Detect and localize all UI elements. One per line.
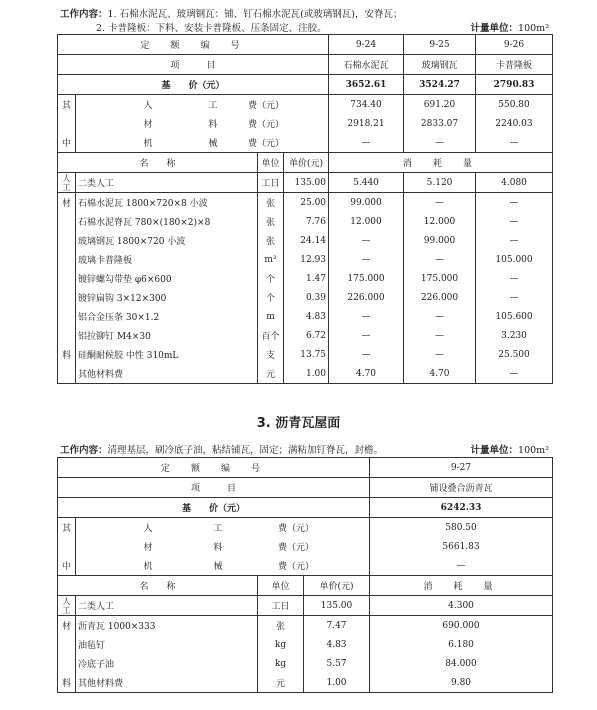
head-unit: 单位 [258, 576, 304, 596]
cost-value: 580.50 [370, 518, 553, 538]
material-spacer [58, 307, 76, 326]
measure-unit [471, 20, 549, 34]
labor-unit: 工日 [258, 596, 304, 616]
material-spacer [58, 250, 76, 269]
among-char: 中 [58, 556, 76, 576]
cost-value: 691.20 [404, 95, 476, 115]
material-unit: m² [258, 250, 284, 269]
material-value: — [476, 288, 553, 307]
material-value: 99.000 [404, 231, 476, 250]
head-price: 单价(元) [304, 576, 370, 596]
material-char: 材 [58, 616, 76, 636]
cost-c: 费（元） [248, 101, 285, 111]
material-price: 1.00 [284, 364, 329, 384]
work-content-text-1: 1. 石棉水泥瓦、玻璃钢瓦：铺、钉石棉水泥瓦(或玻璃钢瓦)，安脊瓦； [107, 9, 403, 20]
section-measure-unit [471, 442, 549, 456]
material-spacer [58, 288, 76, 307]
material-unit: kg [258, 654, 304, 673]
material-value: — [476, 364, 553, 384]
work-content-line-1 [60, 6, 403, 20]
cost-c: 费（元） [248, 139, 285, 149]
material-value: 3.230 [476, 326, 553, 345]
cost-row-machine [76, 556, 370, 576]
material-char: 料 [58, 673, 76, 693]
item-name: 铺设叠合沥青瓦 [370, 478, 553, 498]
material-value: 6.180 [370, 635, 553, 654]
quota-no-label: 定 额 编 号 [58, 35, 329, 55]
labor-name: 二类人工 [76, 596, 258, 616]
cost-row-material [76, 537, 370, 556]
quota-code: 9-27 [370, 458, 553, 478]
material-name: 玻璃卡普隆板 [76, 250, 258, 269]
measure-unit-value: 100m² [518, 23, 549, 34]
material-value: 175.000 [329, 269, 404, 288]
material-price: 0.39 [284, 288, 329, 307]
work-content-label: 工作内容： [60, 445, 108, 456]
item-label: 项 目 [58, 478, 370, 498]
among-char: 其 [58, 518, 76, 538]
material-price: 5.57 [304, 654, 370, 673]
labor-char: 人 [62, 596, 71, 606]
material-value: — [404, 307, 476, 326]
material-price: 24.14 [284, 231, 329, 250]
cost-b: 械 [213, 562, 223, 572]
among-char: 其 [58, 95, 76, 115]
material-price: 4.83 [304, 635, 370, 654]
cost-value: — [329, 133, 404, 153]
material-value: — [476, 269, 553, 288]
cost-a: 人 [143, 524, 153, 534]
labor-char: 工 [62, 605, 71, 615]
labor-value: 4.300 [370, 596, 553, 616]
material-char: 材 [58, 193, 76, 213]
material-value: — [329, 326, 404, 345]
quota-code: 9-25 [404, 35, 476, 55]
material-price: 1.47 [284, 269, 329, 288]
material-name: 玻璃钢瓦 1800×720 小波 [76, 231, 258, 250]
cost-value: — [476, 133, 553, 153]
item-name: 玻璃钢瓦 [404, 55, 476, 75]
material-value: 9.80 [370, 673, 553, 693]
material-price: 7.47 [304, 616, 370, 636]
cost-value: 550.80 [476, 95, 553, 115]
material-value: — [404, 345, 476, 364]
material-unit: m [258, 307, 284, 326]
material-name: 沥青瓦 1000×333 [76, 616, 258, 636]
base-price: 3524.27 [404, 75, 476, 95]
cost-value: — [370, 556, 553, 576]
material-value: — [476, 193, 553, 213]
base-price: 6242.33 [370, 498, 553, 518]
cost-value: 2240.03 [476, 114, 553, 133]
head-name: 名 称 [58, 153, 258, 173]
work-content-text-2: 2. 卡普隆板：下料、安装卡普隆板、压条固定、注胶。 [96, 23, 327, 34]
material-unit: 元 [258, 673, 304, 693]
labor-category [58, 173, 76, 193]
cost-c: 费（元） [278, 562, 315, 572]
material-unit: 张 [258, 193, 284, 213]
cost-value: 2833.07 [404, 114, 476, 133]
material-value: 690.000 [370, 616, 553, 636]
material-name: 冷底子油 [76, 654, 258, 673]
labor-price: 135.00 [284, 173, 329, 193]
material-value: 226.000 [329, 288, 404, 307]
work-content-line-2 [96, 20, 327, 34]
measure-unit-label: 计量单位： [470, 445, 519, 456]
cost-a: 机 [143, 139, 153, 149]
measure-unit-label: 计量单位： [470, 23, 519, 34]
cost-row-labor [76, 518, 370, 538]
cost-a: 材 [143, 120, 153, 130]
labor-category [58, 596, 76, 616]
cost-b: 工 [208, 101, 218, 111]
material-spacer [58, 326, 76, 345]
cost-value: 734.40 [329, 95, 404, 115]
cost-value: 2918.21 [329, 114, 404, 133]
cost-b: 工 [213, 524, 223, 534]
material-value: 25.500 [476, 345, 553, 364]
material-name: 硅酮耐候胶 中性 310mL [76, 345, 258, 364]
among-spacer [58, 537, 76, 556]
material-spacer [58, 654, 76, 673]
labor-name: 二类人工 [76, 173, 258, 193]
material-char: 料 [58, 345, 76, 364]
material-unit: 支 [258, 345, 284, 364]
material-price: 1.00 [304, 673, 370, 693]
head-consume: 消 耗 量 [370, 576, 553, 596]
material-spacer [58, 231, 76, 250]
material-name: 镀锌扁钩 3×12×300 [76, 288, 258, 307]
material-name: 镀锌螺勾带垫 φ6×600 [76, 269, 258, 288]
material-value: — [404, 193, 476, 213]
material-name: 铝拉铆钉 M4×30 [76, 326, 258, 345]
among-spacer [58, 114, 76, 133]
head-consume: 消 耗 量 [329, 153, 553, 173]
material-value: — [329, 250, 404, 269]
cost-row-labor [76, 95, 329, 115]
material-spacer [58, 212, 76, 231]
material-value: 12.000 [404, 212, 476, 231]
material-unit: 张 [258, 212, 284, 231]
material-value: — [404, 326, 476, 345]
cost-c: 费（元） [248, 120, 285, 130]
base-price: 2790.83 [476, 75, 553, 95]
material-spacer [58, 269, 76, 288]
labor-unit: 工日 [258, 173, 284, 193]
material-value: 175.000 [404, 269, 476, 288]
material-price: 12.93 [284, 250, 329, 269]
material-unit: 元 [258, 364, 284, 384]
cost-value: — [404, 133, 476, 153]
cost-c: 费（元） [278, 543, 315, 553]
material-name: 石棉水泥瓦 1800×720×8 小波 [76, 193, 258, 213]
material-price: 7.76 [284, 212, 329, 231]
material-spacer [58, 364, 76, 384]
material-name: 铝合金压条 30×1.2 [76, 307, 258, 326]
material-name: 油毡钉 [76, 635, 258, 654]
material-name: 石棉水泥脊瓦 780×(180×2)×8 [76, 212, 258, 231]
material-unit: 个 [258, 269, 284, 288]
material-value: — [476, 212, 553, 231]
material-value: 105.600 [476, 307, 553, 326]
material-unit: 张 [258, 231, 284, 250]
head-price: 单价(元) [284, 153, 329, 173]
item-label: 项 目 [58, 55, 329, 75]
section-work-content [60, 442, 383, 456]
work-content-label: 工作内容： [60, 9, 108, 20]
cost-row-material [76, 114, 329, 133]
head-name: 名 称 [58, 576, 258, 596]
material-value: — [476, 231, 553, 250]
cost-b: 械 [208, 139, 218, 149]
material-value: 99.000 [329, 193, 404, 213]
section-title: 3. 沥青瓦屋面 [256, 416, 341, 431]
material-unit: 个 [258, 288, 284, 307]
labor-char: 人 [62, 173, 71, 183]
cost-a: 材 [143, 543, 153, 553]
material-value: — [329, 231, 404, 250]
material-value: 105.000 [476, 250, 553, 269]
cost-c: 费（元） [278, 524, 315, 534]
cost-row-machine [76, 133, 329, 153]
quota-code: 9-24 [329, 35, 404, 55]
material-name: 其他材料费 [76, 364, 258, 384]
material-value: 12.000 [329, 212, 404, 231]
material-unit: kg [258, 635, 304, 654]
material-unit: 张 [258, 616, 304, 636]
item-name: 石棉水泥瓦 [329, 55, 404, 75]
labor-price: 135.00 [304, 596, 370, 616]
quota-code: 9-26 [476, 35, 553, 55]
base-price-label: 基 价（元） [58, 498, 370, 518]
work-content-text: 清理基层，刷冷底子油，粘结铺瓦，固定；满粘加钉脊瓦，封檐。 [107, 445, 384, 456]
cost-a: 人 [143, 101, 153, 111]
among-char: 中 [58, 133, 76, 153]
material-value: 4.70 [404, 364, 476, 384]
material-value: — [329, 307, 404, 326]
item-name: 卡普隆板 [476, 55, 553, 75]
quota-table-asphalt [57, 457, 553, 693]
material-value: 84.000 [370, 654, 553, 673]
material-unit: 百个 [258, 326, 284, 345]
cost-a: 机 [143, 562, 153, 572]
base-price: 3652.61 [329, 75, 404, 95]
material-value: — [329, 345, 404, 364]
base-price-label: 基 价（元） [58, 75, 329, 95]
material-value: 4.70 [329, 364, 404, 384]
cost-b: 料 [213, 543, 223, 553]
quota-table-top [57, 34, 553, 384]
measure-unit-value: 100m² [518, 445, 549, 456]
material-spacer [58, 635, 76, 654]
labor-value: 5.120 [404, 173, 476, 193]
labor-value: 5.440 [329, 173, 404, 193]
head-unit: 单位 [258, 153, 284, 173]
material-value: — [404, 250, 476, 269]
material-price: 4.83 [284, 307, 329, 326]
material-price: 25.00 [284, 193, 329, 213]
material-value: 226.000 [404, 288, 476, 307]
cost-value: 5661.83 [370, 537, 553, 556]
labor-value: 4.080 [476, 173, 553, 193]
cost-b: 料 [208, 120, 218, 130]
material-name: 其他材料费 [76, 673, 258, 693]
material-price: 6.72 [284, 326, 329, 345]
labor-char: 工 [62, 182, 71, 192]
quota-no-label: 定 额 编 号 [58, 458, 370, 478]
material-price: 13.75 [284, 345, 329, 364]
